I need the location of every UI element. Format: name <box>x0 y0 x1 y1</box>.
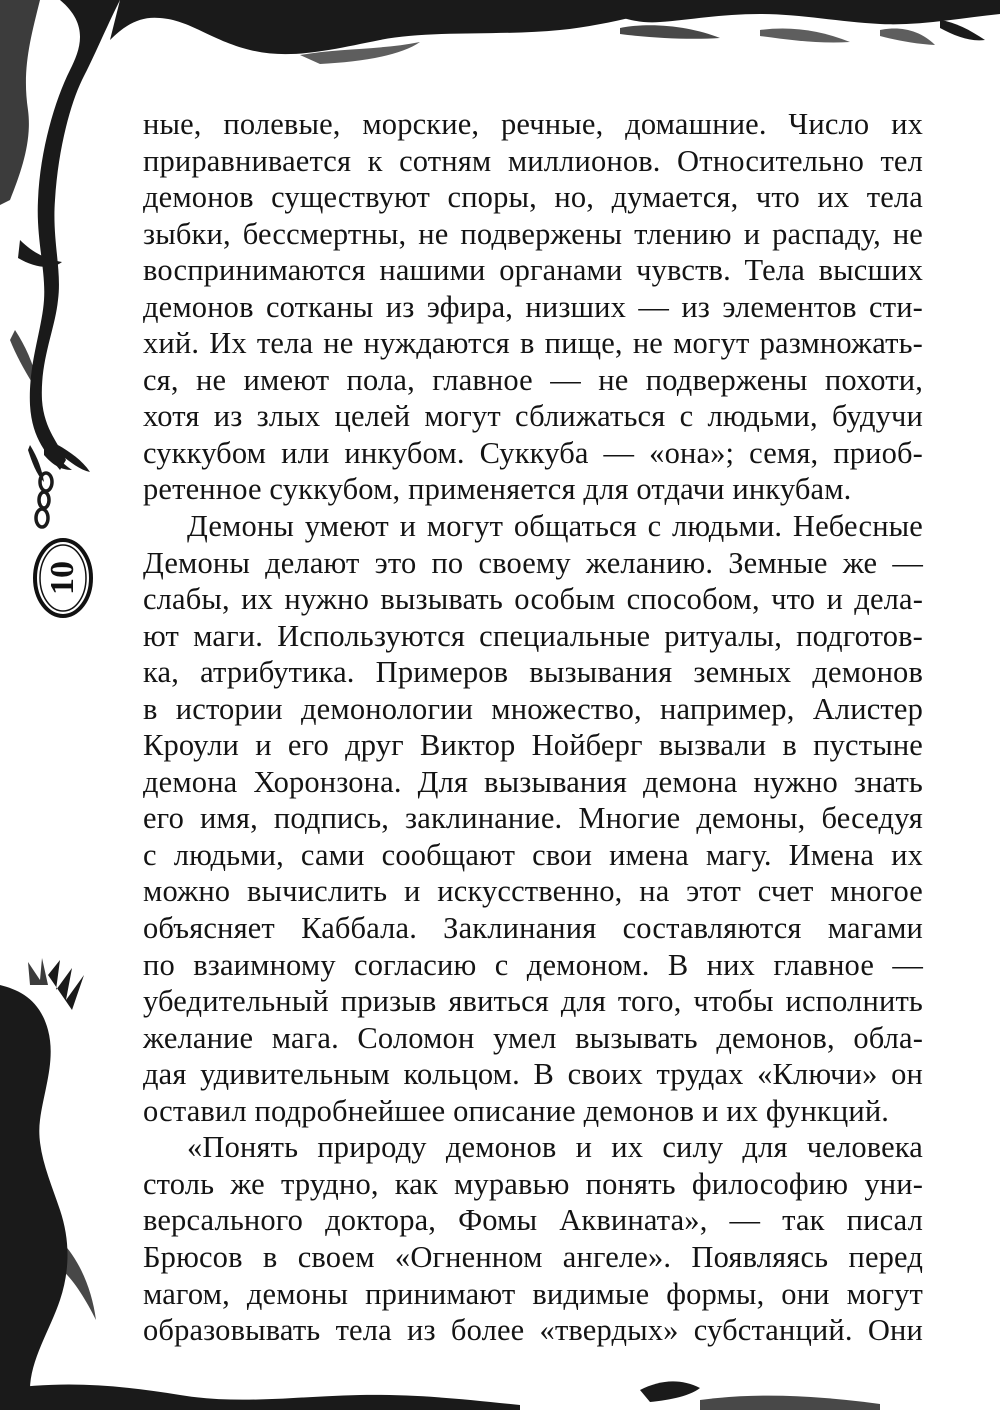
text-line: демона Хоронзона. Для вызывания демона нужно знать <box>143 764 923 799</box>
text-line: столь же трудно, как муравью понять философию уни- <box>143 1166 923 1201</box>
text-line: Демоны делают это по своему желанию. Земные же — <box>143 545 923 580</box>
text-line: ся, не имеют пола, главное — не подвержены похоти, <box>143 362 923 397</box>
text-line: ют маги. Используются специальные ритуалы, подготов- <box>143 618 923 653</box>
text-line: суккубом или инкубом. Суккуба — «она»; семя, приоб- <box>143 435 923 470</box>
text-line: магом, демоны принимают видимые формы, они могут <box>143 1276 923 1311</box>
text-line: убедительный призыв явиться для того, чтобы исполнить <box>143 984 923 1019</box>
text-line: желание мага. Соломон умел вызывать демонов, обла- <box>143 1020 923 1055</box>
text-line: хотя из злых целей могут сближаться с людьми, будучи <box>143 399 923 434</box>
text-line: с людьми, сами сообщают свои имена магу. Имена их <box>143 837 923 872</box>
text-line: «Понять природу демонов и их силу для человека <box>187 1130 923 1165</box>
body-text <box>143 106 923 1349</box>
text-line: Брюсов в своем «Огненном ангеле». Появляясь перед <box>143 1239 923 1274</box>
text-line: приравнивается к сотням миллионов. Относительно тел <box>143 143 923 178</box>
text-line: образовывать тела из более «твердых» субстанций. Они <box>143 1313 923 1348</box>
text-line: ные, полевые, морские, речные, домашние. Число их <box>143 107 923 141</box>
text-line: по взаимному согласию с демоном. В них главное — <box>143 947 923 982</box>
text-line: демонов существуют споры, но, думается, что их тела <box>143 180 923 215</box>
text-line: зыбки, бессмертны, не подвержены тлению и распаду, не <box>143 216 923 251</box>
text-line: Кроули и его друг Виктор Нойберг вызвали в пустыне <box>143 728 923 763</box>
text-line: ка, атрибутика. Примеров вызывания земных демонов <box>143 655 923 690</box>
text-line: слабы, их нужно вызывать особым способом, что и дела- <box>143 582 923 617</box>
text-line: ретенное суккубом, применяется для отдачи инкубам. <box>143 472 852 507</box>
text-line: можно вычислить и искусственно, на этот счет многое <box>143 874 923 909</box>
text-line: дая удивительным кольцом. В своих трудах «Ключи» он <box>143 1057 923 1092</box>
text-line: версального доктора, Фомы Аквината», — так писал <box>143 1203 923 1238</box>
page-number: 10 <box>44 561 81 595</box>
text-line: Демоны умеют и могут общаться с людьми. Небесные <box>187 509 923 544</box>
text-line: воспринимаются нашими органами чувств. Тела высших <box>143 253 923 288</box>
text-line: хий. Их тела не нуждаются в пище, не могут размножать- <box>143 326 923 361</box>
text-line: демонов сотканы из эфира, низших — из элементов сти- <box>143 289 923 324</box>
text-line: оставил подробнейшее описание демонов и их функций. <box>143 1093 890 1128</box>
text-line: в истории демонологии множество, например, Алистер <box>143 691 923 726</box>
text-line: его имя, подпись, заклинание. Многие демоны, беседуя <box>143 801 923 836</box>
text-line: объясняет Каббала. Заклинания составляются магами <box>143 911 923 946</box>
